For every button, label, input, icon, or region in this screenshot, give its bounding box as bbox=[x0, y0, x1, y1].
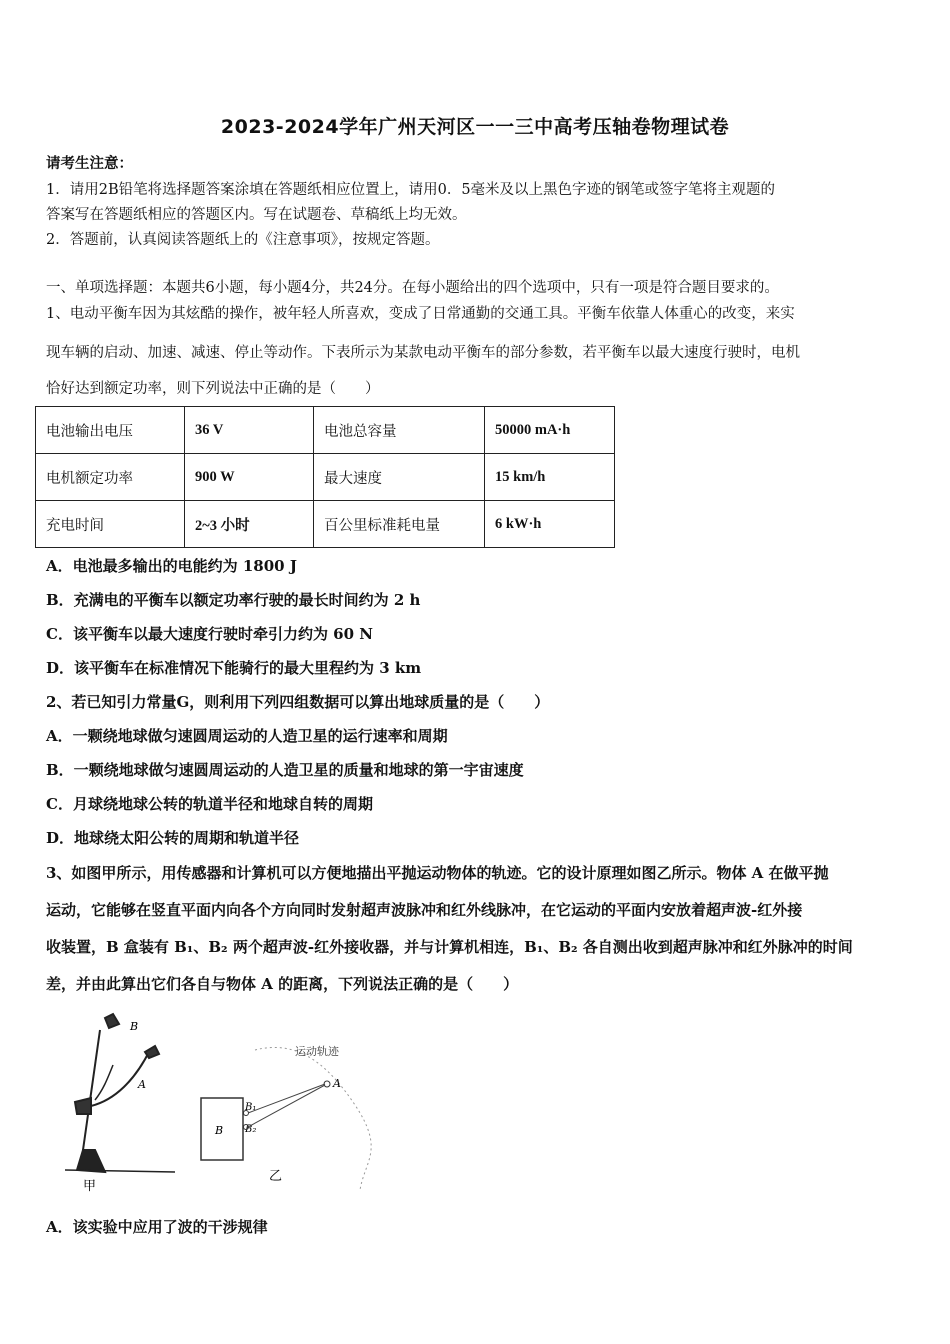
exam-title: 2023-2024学年广州天河区一一三中高考压轴卷物理试卷 bbox=[220, 116, 730, 138]
notice-heading: 请考生注意： bbox=[46, 155, 133, 172]
distance-line-b2 bbox=[248, 1085, 325, 1127]
q2-option-c: C．月球绕地球公转的轨道半径和地球自转的周期 bbox=[46, 795, 373, 813]
q3-stem-line: 运动，它能够在竖直平面内向各个方向同时发射超声波脉冲和红外线脉冲，在它运动的平面内安放着超声波-红外接 bbox=[46, 901, 803, 919]
table-cell: 电池总容量 bbox=[314, 407, 485, 454]
table-cell: 充电时间 bbox=[36, 501, 185, 548]
fig-label-track: 运动轨迹 bbox=[295, 1045, 339, 1058]
table-cell: 百公里标准耗电量 bbox=[314, 501, 485, 548]
q3-stem-line: 3、如图甲所示，用传感器和计算机可以方便地描出平抛运动物体的轨迹。它的设计原理如图乙所示。物体 A 在做平抛 bbox=[46, 864, 829, 882]
table-cell: 50000 mA·h bbox=[485, 407, 615, 454]
q2-option-b: B．一颗绕地球做匀速圆周运动的人造卫星的质量和地球的第一宇宙速度 bbox=[46, 761, 524, 779]
q2-stem: 2、若已知引力常量G，则利用下列四组数据可以算出地球质量的是（ ） bbox=[46, 693, 550, 711]
table-cell: 36 V bbox=[185, 407, 314, 454]
table-cell: 15 km/h bbox=[485, 454, 615, 501]
table-cell: 2~3 小时 bbox=[185, 501, 314, 548]
table-row bbox=[36, 501, 615, 548]
q1-stem-line: 1、电动平衡车因为其炫酷的操作，被年轻人所喜欢，变成了日常通勤的交通工具。平衡车依靠人体重心的改变，来实 bbox=[46, 306, 795, 322]
table-cell: 电机额定功率 bbox=[36, 454, 185, 501]
notice-item: 2．答题前，认真阅读答题纸上的《注意事项》，按规定答题。 bbox=[46, 232, 440, 248]
fig-label-yi: 乙 bbox=[269, 1169, 283, 1184]
fig-label-point-A: A bbox=[333, 1077, 341, 1090]
table-cell: 电池输出电压 bbox=[36, 407, 185, 454]
q1-stem-line: 现车辆的启动、加速、减速、停止等动作。下表所示为某款电动平衡车的部分参数，若平衡车以最大速度行驶时，电机 bbox=[46, 345, 800, 361]
table-cell: 最大速度 bbox=[314, 454, 485, 501]
table-row bbox=[36, 407, 615, 454]
fig-label-A: A bbox=[138, 1078, 146, 1091]
q1-option-b: B．充满电的平衡车以额定功率行驶的最长时间约为 2 h bbox=[46, 591, 421, 609]
fig-label-B2: B₂ bbox=[245, 1124, 257, 1135]
section-heading: 一、单项选择题：本题共6小题，每小题4分，共24分。在每小题给出的四个选项中，只有一项是符合题目要求的。 bbox=[46, 280, 779, 296]
notice-item: 答案写在答题纸相应的答题区内。写在试题卷、草稿纸上均无效。 bbox=[46, 207, 467, 223]
q1-option-c: C．该平衡车以最大速度行驶时牵引力约为 60 N bbox=[46, 625, 373, 643]
q3-figure bbox=[55, 1010, 375, 1195]
q2-option-a: A．一颗绕地球做匀速圆周运动的人造卫星的运行速率和周期 bbox=[46, 727, 448, 745]
fig-label-B1: B₁ bbox=[245, 1102, 257, 1113]
q1-stem-line: 恰好达到额定功率，则下列说法中正确的是（ ） bbox=[46, 381, 380, 397]
distance-line-b1 bbox=[248, 1084, 325, 1113]
q3-stem-line: 收装置，B 盒装有 B₁、B₂ 两个超声波-红外接收器，并与计算机相连，B₁、B₂ 各自测出收到超声脉冲和红外脉冲的时间 bbox=[46, 938, 853, 956]
q1-option-d: D．该平衡车在标准情况下能骑行的最大里程约为 3 km bbox=[46, 659, 422, 677]
q3-option-a: A．该实验中应用了波的干涉规律 bbox=[46, 1218, 268, 1236]
notice-item: 1．请用2B铅笔将选择题答案涂填在答题纸相应位置上，请用0．5毫米及以上黑色字迹的钢笔或签字笔将主观题的 bbox=[46, 182, 776, 198]
fig-label-jia: 甲 bbox=[83, 1179, 97, 1194]
table-cell: 6 kW·h bbox=[485, 501, 615, 548]
table-cell: 900 W bbox=[185, 454, 314, 501]
apparatus-drawing bbox=[65, 1014, 175, 1172]
table-row bbox=[36, 454, 615, 501]
fig-label-B: B bbox=[130, 1020, 139, 1033]
params-table bbox=[35, 406, 615, 548]
q2-option-d: D．地球绕太阳公转的周期和轨道半径 bbox=[46, 829, 300, 847]
fig-label-box-B: B bbox=[215, 1124, 224, 1137]
q3-stem-line: 差，并由此算出它们各自与物体 A 的距离，下列说法正确的是（ ） bbox=[46, 975, 519, 993]
q1-option-a: A．电池最多输出的电能约为 1800 J bbox=[46, 557, 297, 575]
